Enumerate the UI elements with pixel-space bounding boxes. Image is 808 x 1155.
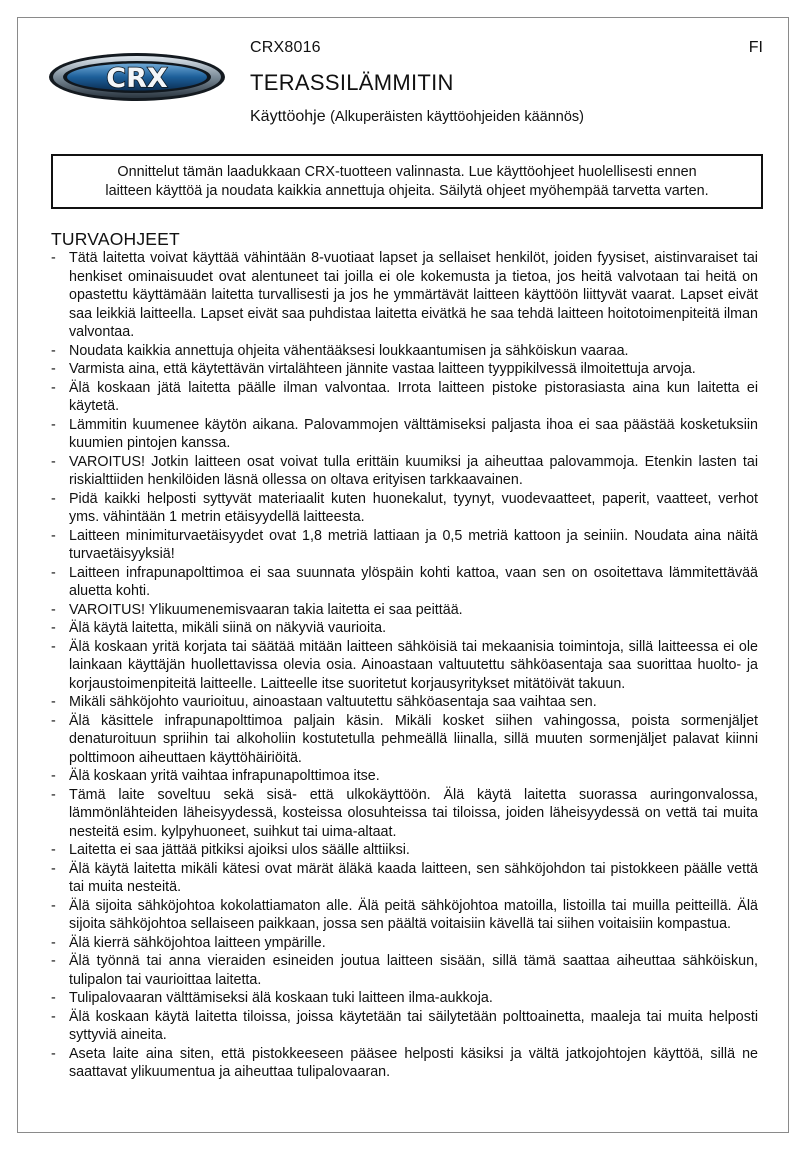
list-item-text: Älä koskaan yritä korjata tai säätää mitään laitteen sähköisiä tai mekaanisia toimintoja, sillä laitteessa ei ole lainkaan käyttäjän huollettavissa olevia osia. Ainoastaan valtuutettu sähköasentaja saa suorittaa huolto- ja korjaustoimenpiteitä laitteelle. Laitteelle itse suoritetut korjausyritykset mitätöivät takuun.	[69, 638, 758, 692]
list-item	[51, 379, 758, 416]
list-item	[51, 952, 758, 989]
list-item-text: Älä käytä laitetta, mikäli siinä on näkyviä vaurioita.	[69, 620, 387, 636]
list-item	[51, 360, 758, 379]
list-item	[51, 342, 758, 361]
bullet-dash: -	[51, 620, 56, 636]
list-item	[51, 989, 758, 1008]
list-item-text: Lämmitin kuumenee käytön aikana. Palovammojen välttämiseksi paljasta ihoa ei saa päästää kosketuksiin kuumien pintojen kanssa.	[69, 416, 758, 451]
list-item	[51, 841, 758, 860]
list-item-text: Noudata kaikkia annettuja ohjeita vähentääksesi loukkaantumisen ja sähköiskun vaaraa.	[69, 342, 629, 359]
list-item	[51, 897, 758, 934]
list-item-text: Tätä laitetta voivat käyttää vähintään 8-vuotiaat lapset ja sellaiset henkilöt, joiden fyysiset, aistinvaraiset tai henkiset ominaisuudet ovat alentuneet tai joilla ei ole kokemusta ja tietoa, jos heitä valvotaan tai heitä on opastettu käyttämään laitetta turvallisesti ja jos he ymmärtävät laitteen käyttöön liittyvät vaarat. Lapset eivät saa leikkiä laitteella. Lapset eivät saa puhdistaa laitetta eivätkä he saa tehdä laitteen hoitotoimenpiteitä ilman valvontaa.	[69, 250, 758, 340]
list-item-text: Laitetta ei saa jättää pitkiksi ajoiksi ulos säälle alttiiksi.	[69, 842, 410, 858]
list-item-text: Tulipalovaaran välttämiseksi älä koskaan tuki laitteen ilma-aukkoja.	[69, 990, 493, 1006]
list-item	[51, 249, 758, 342]
list-item	[51, 767, 758, 786]
list-item	[51, 786, 758, 842]
bullet-dash: -	[51, 564, 56, 581]
list-item	[51, 564, 758, 601]
list-item-text: Älä koskaan jätä laitetta päälle ilman valvontaa. Irrota laitteen pistoke pistorasiasta aina kun laitetta ei käytetä.	[69, 379, 758, 414]
list-item-text: Älä koskaan käytä laitetta tiloissa, joissa käytetään tai säilytetään polttoainetta, maaleja tai muita helposti syttyviä aineita.	[69, 1008, 758, 1043]
bullet-dash: -	[51, 1045, 56, 1062]
document-title: TERASSILÄMMITIN	[250, 70, 454, 95]
list-item	[51, 1008, 758, 1045]
list-item	[51, 453, 758, 490]
bullet-dash: -	[51, 342, 56, 359]
bullet-dash: -	[51, 527, 56, 544]
list-item	[51, 527, 758, 564]
model-number: CRX8016	[250, 39, 321, 56]
document-subtitle	[250, 108, 584, 126]
list-item-text: Laitteen minimiturvaetäisyydet ovat 1,8 metriä lattiaan ja 0,5 metriä kattoon ja seiniin. Noudata aina näitä turvaetäisyyksiä!	[69, 527, 758, 562]
list-item-text: Älä sijoita sähköjohtoa kokolattiamaton alle. Älä peitä sähköjohtoa matoilla, listoilla tai muilla peitteillä. Älä sijoita sähköjohtoa sellaiseen paikkaan, jossa sen päältä voitaisiin kävellä tai siihen voitaisiin kompastua.	[69, 897, 758, 932]
notice-line: Onnittelut tämän laadukkaan CRX-tuotteen valinnasta. Lue käyttöohjeet huolellisesti ennen	[117, 164, 697, 180]
list-item-text: Älä koskaan yritä vaihtaa infrapunapolttimoa itse.	[69, 768, 380, 784]
bullet-dash: -	[51, 416, 56, 433]
list-item	[51, 1045, 758, 1082]
bullet-dash: -	[51, 712, 56, 729]
bullet-dash: -	[51, 990, 56, 1006]
list-item	[51, 712, 758, 768]
list-item	[51, 693, 758, 712]
list-item-text: Laitteen infrapunapolttimoa ei saa suunnata ylöspäin kohti kattoa, vaan sen on osoitettava lämmitettävää aluetta kohti.	[69, 564, 758, 599]
list-item-text: Tämä laite soveltuu sekä sisä- että ulkokäyttöön. Älä käytä laitetta suorassa auringonvalossa, lämmönlähteiden läheisyydessä, kosteissa olosuhteissa tai tiloissa, joiden läheisyydessä on vettä tai muita nesteitä esim. kylpyhuoneet, suihkut tai uima-altaat.	[69, 786, 758, 840]
list-item	[51, 619, 758, 638]
bullet-dash: -	[51, 953, 56, 969]
bullet-dash: -	[51, 250, 56, 266]
section-heading: TURVAOHJEET	[51, 229, 180, 249]
notice-box	[51, 154, 763, 209]
list-item	[51, 416, 758, 453]
bullet-dash: -	[51, 860, 56, 877]
safety-list	[51, 249, 758, 1082]
bullet-dash: -	[51, 601, 56, 618]
bullet-dash: -	[51, 490, 56, 507]
list-item	[51, 601, 758, 620]
list-item-text: Älä kierrä sähköjohtoa laitteen ympärille.	[69, 934, 326, 951]
svg-text:CRX: CRX	[106, 63, 168, 94]
subtitle-note: (Alkuperäisten käyttöohjeiden käännös)	[330, 109, 584, 125]
bullet-dash: -	[51, 638, 56, 655]
list-item	[51, 860, 758, 897]
bullet-dash: -	[51, 694, 56, 710]
crx-logo	[48, 52, 226, 102]
bullet-dash: -	[51, 934, 56, 951]
list-item-text: VAROITUS! Jotkin laitteen osat voivat tulla erittäin kuumiksi ja aiheuttaa palovammoja. Etenkin lasten tai riskialttiiden henkilöiden läsnä ollessa on oltava erityisen tarkkaavainen.	[69, 453, 758, 488]
bullet-dash: -	[51, 361, 56, 377]
subtitle-main: Käyttöohje	[250, 108, 326, 125]
language-code: FI	[748, 39, 763, 56]
bullet-dash: -	[51, 379, 56, 396]
list-item-text: Älä työnnä tai anna vieraiden esineiden joutua laitteen sisään, sillä tämä saattaa aiheuttaa sähköiskun, tulipalon tai vaurioittaa laitetta.	[69, 953, 758, 988]
list-item-text: Aseta laite aina siten, että pistokkeeseen pääsee helposti käsiksi ja vältä jatkojohtojen käyttöä, sillä ne saattavat ylikuumentua ja aiheuttaa tulipalovaaran.	[69, 1045, 758, 1080]
list-item-text: Pidä kaikki helposti syttyvät materiaalit kuten huonekalut, tyynyt, vuodevaatteet, paperit, vaatteet, verhot yms. vähintään 1 metrin etäisyydellä laitteesta.	[69, 490, 758, 525]
list-item-text: Varmista aina, että käytettävän virtalähteen jännite vastaa laitteen tyyppikilvessä ilmoitettuja arvoja.	[69, 361, 696, 377]
notice-line: laitteen käyttöä ja noudata kaikkia annettuja ohjeita. Säilytä ohjeet myöhempää tarvetta varten.	[105, 183, 709, 199]
bullet-dash: -	[51, 897, 56, 914]
bullet-dash: -	[51, 768, 56, 784]
list-item-text: VAROITUS! Ylikuumenemisvaaran takia laitetta ei saa peittää.	[69, 601, 463, 618]
list-item-text: Älä käytä laitetta mikäli kätesi ovat märät äläkä kaada laitteen, sen sähköjohdon tai pistokkeen päälle vettä tai muita nesteitä.	[69, 860, 758, 895]
bullet-dash: -	[51, 786, 56, 803]
list-item	[51, 934, 758, 953]
list-item-text: Älä käsittele infrapunapolttimoa paljain käsin. Mikäli kosket siihen vahingossa, poista sormenjäljet denaturoituun spriihin tai alkoholiin kostutetulla pehmeällä liinalla, sillä muuten sormenjäljet palavat kiinni polttimoon aiheuttaen käyttöhäiriöitä.	[69, 712, 758, 766]
list-item	[51, 638, 758, 694]
list-item	[51, 490, 758, 527]
bullet-dash: -	[51, 1008, 56, 1025]
list-item-text: Mikäli sähköjohto vaurioituu, ainoastaan valtuutettu sähköasentaja saa vaihtaa sen.	[69, 694, 597, 710]
bullet-dash: -	[51, 842, 56, 858]
bullet-dash: -	[51, 453, 56, 470]
